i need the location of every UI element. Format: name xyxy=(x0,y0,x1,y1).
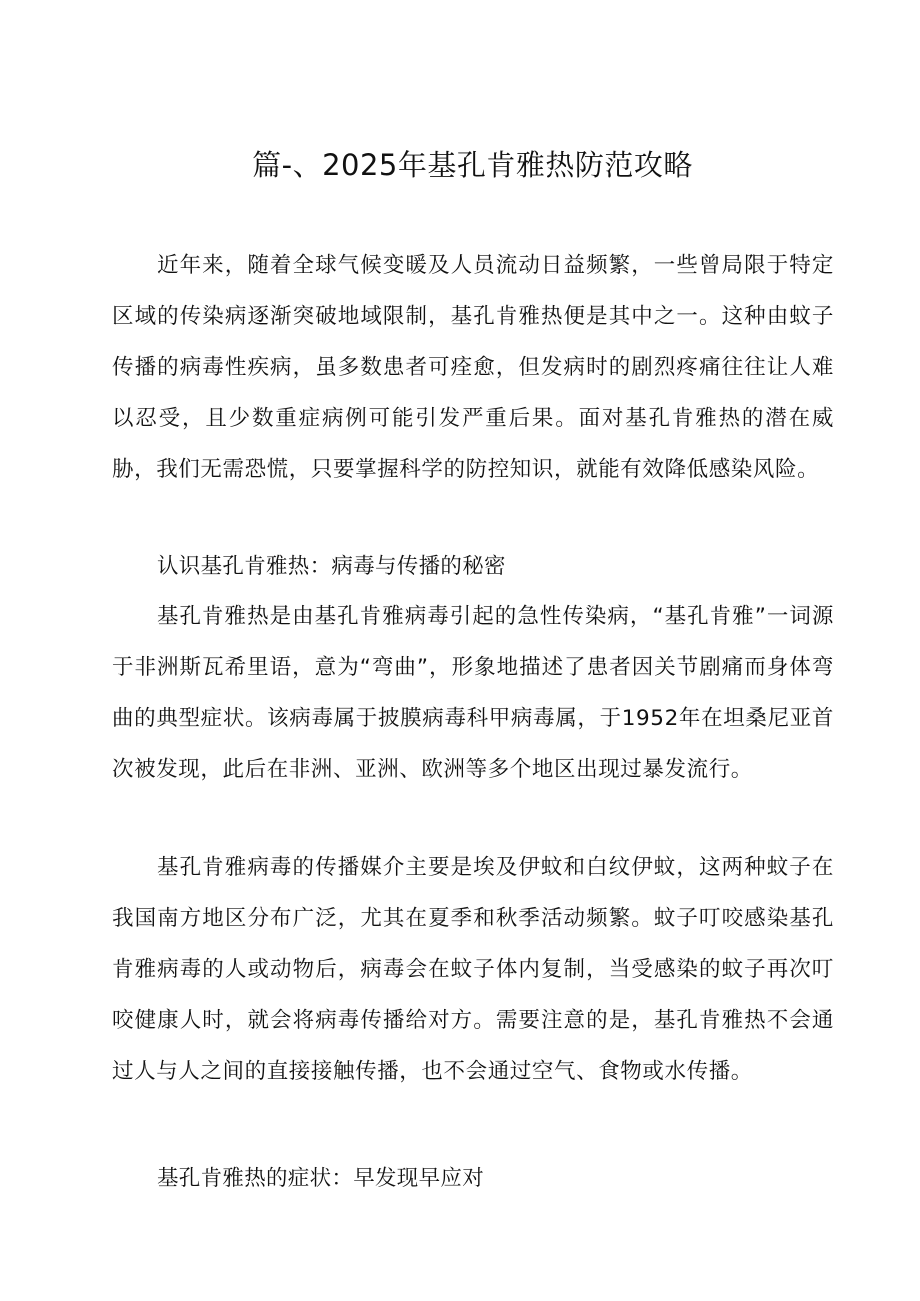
section-heading-symptoms: 基孔肯雅热的症状：早发现早应对 xyxy=(157,1166,485,1191)
paragraph-intro: 近年来，随着全球气候变暖及人员流动日益频繁，一些曾局限于特定区域的传染病逐渐突破地域限制，基孔肯雅热便是其中之一。这种由蚊子传播的病毒性疾病，虽多数患者可痊愈，但发病时的剧烈疼痛往往让人难以忍受，且少数重症病例可能引发严重后果。面对基孔肯雅热的潜在威胁，我们无需恐慌，只要掌握科学的防控知识，就能有效降低感染风险。 xyxy=(112,253,834,482)
paragraph-transmission: 基孔肯雅病毒的传播媒介主要是埃及伊蚊和白纹伊蚊，这两种蚊子在我国南方地区分布广泛，尤其在夏季和秋季活动频繁。蚊子叮咬感染基孔肯雅病毒的人或动物后，病毒会在蚊子体内复制，当受感染的蚊子再次叮咬健康人时，就会将病毒传播给对方。需要注意的是，基孔肯雅热不会通过人与人之间的直接接触传播，也不会通过空气、食物或水传播。 xyxy=(112,855,834,1084)
document-title: 篇-、2025年基孔肯雅热防范攻略 xyxy=(252,148,693,182)
paragraph-origin: 基孔肯雅热是由基孔肯雅病毒引起的急性传染病，“基孔肯雅”一词源于非洲斯瓦希里语，意为“弯曲”，形象地描述了患者因关节剧痛而身体弯曲的典型症状。该病毒属于披膜病毒科甲病毒属，于1952年在坦桑尼亚首次被发现，此后在非洲、亚洲、欧洲等多个地区出现过暴发流行。 xyxy=(112,604,834,782)
section-heading-understanding: 认识基孔肯雅热：病毒与传播的秘密 xyxy=(157,554,506,579)
